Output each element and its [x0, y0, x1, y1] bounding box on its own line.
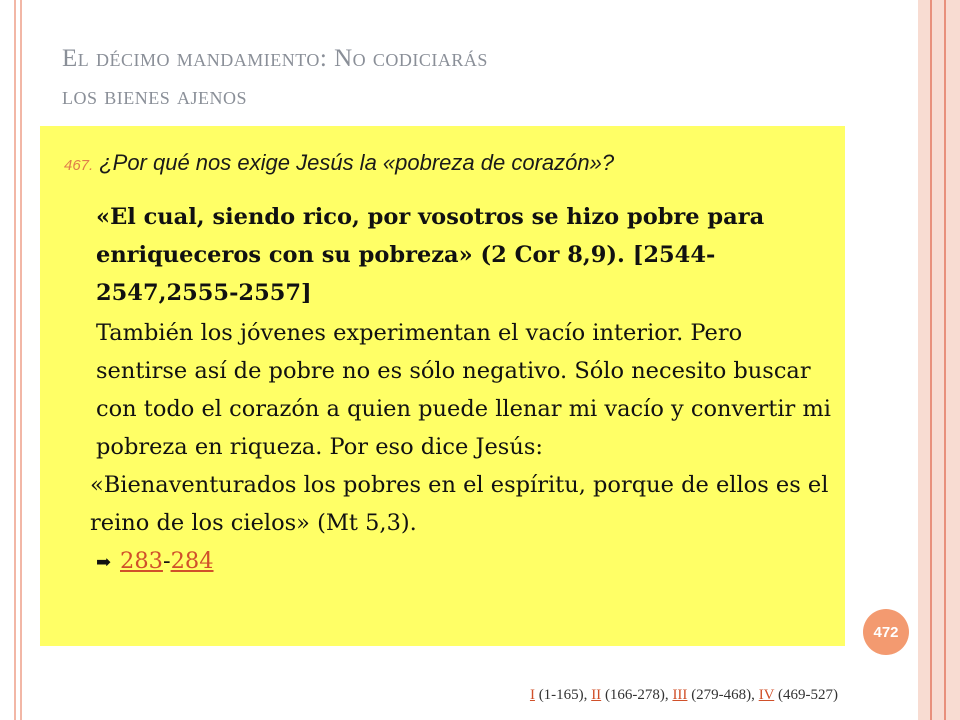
question-line	[64, 150, 614, 176]
right-border-line	[944, 0, 946, 720]
ref-link-end[interactable]: 284	[170, 548, 214, 574]
beatitude-quote: «Bienaventurados los pobres en el espíritu, porque de ellos es el reino de los cielos» (Mt 5,3).	[90, 472, 829, 536]
right-border-line	[930, 0, 932, 720]
volume-range-1: (1-165),	[534, 687, 592, 703]
ref-separator: -	[162, 548, 171, 574]
volume-range-2: (166-278),	[601, 687, 673, 703]
content-box	[40, 126, 845, 646]
left-border-line	[14, 0, 16, 720]
slide-title-line2: los bienes ajenos	[62, 83, 248, 110]
commentary-paragraph: También los jóvenes experimentan el vacío interior. Pero sentirse así de pobre no es sólo negativo. Sólo necesito buscar con todo el corazón a quien puede llenar mi vacío y convertir mi pobreza en riqueza. Por eso dice Jesús:	[96, 320, 831, 460]
page-number-badge: 472	[863, 609, 909, 655]
question-number: 467.	[64, 157, 94, 174]
volume-link-4[interactable]: IV	[758, 687, 775, 703]
slide-title-line1: El décimo mandamiento: No codiciarás	[62, 45, 488, 72]
volume-links-footer	[530, 687, 838, 704]
right-decorative-band	[918, 0, 960, 720]
ref-link-start[interactable]: 283	[120, 548, 163, 574]
volume-link-3[interactable]: III	[672, 687, 688, 703]
volume-range-4: (469-527)	[774, 687, 838, 703]
question-text: ¿Por qué nos exige Jesús la «pobreza de corazón»?	[99, 150, 615, 175]
volume-link-2[interactable]: II	[591, 687, 602, 703]
slide-title	[62, 40, 882, 116]
left-border-line	[20, 0, 22, 720]
commentary	[90, 314, 836, 582]
volume-link-1[interactable]: I	[529, 687, 535, 703]
arrow-right-icon: ➡	[96, 552, 112, 573]
volume-range-3: (279-468),	[687, 687, 759, 703]
cross-references	[96, 542, 836, 582]
answer-text: «El cual, siendo rico, por vosotros se hizo pobre para enriqueceros con su pobreza» (2 Cor 8,9). [2544-2547,2555-2557]	[96, 204, 765, 306]
